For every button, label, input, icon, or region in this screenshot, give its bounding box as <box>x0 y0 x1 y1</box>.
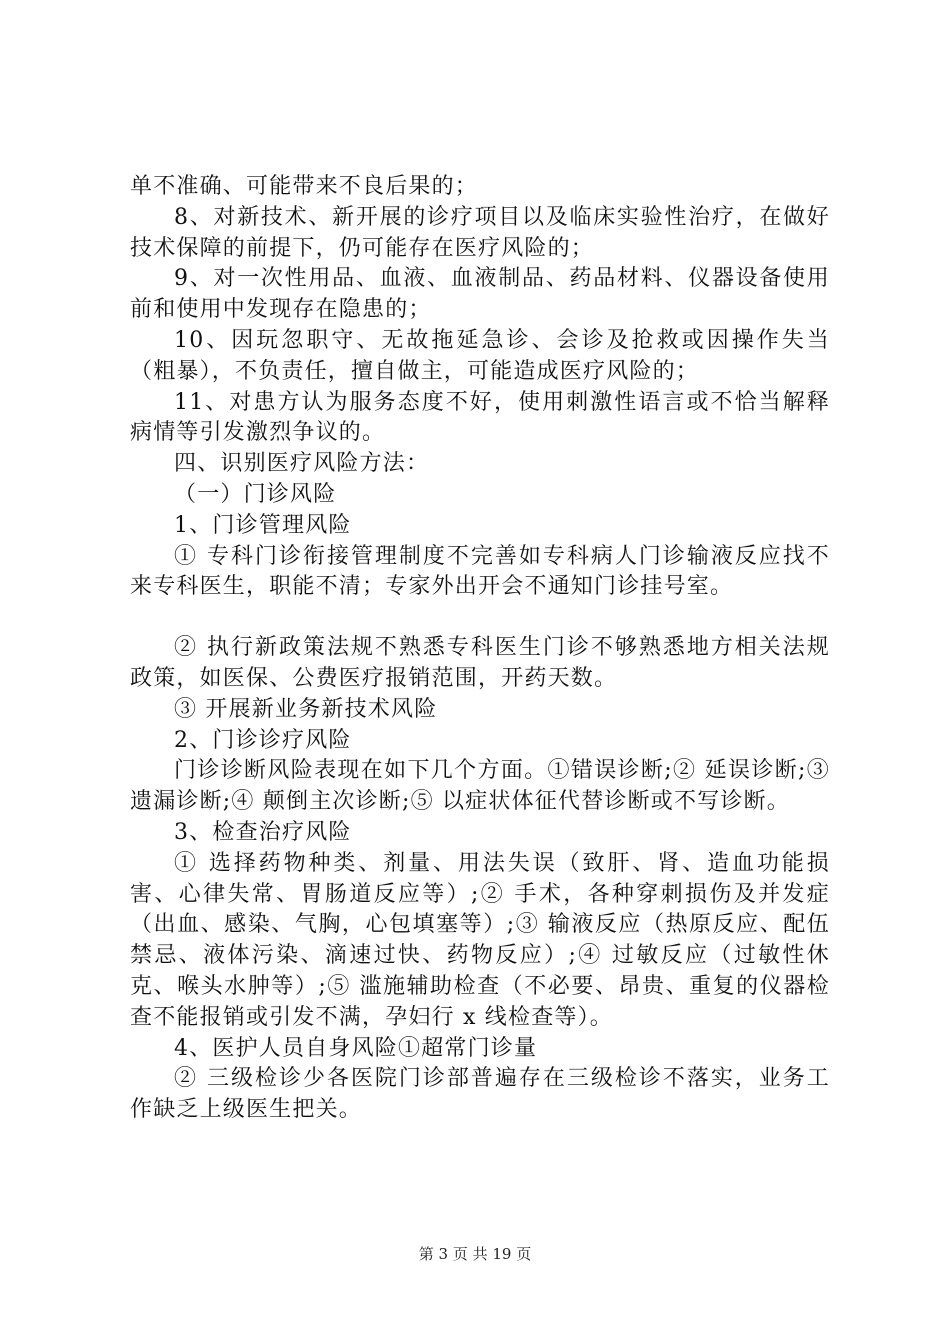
paragraph: ③ 开展新业务新技术风险 <box>174 696 438 722</box>
page-footer <box>0 1244 950 1264</box>
paragraph: ② 执行新政策法规不熟悉专科医生门诊不够熟悉地方相关法规政策，如医保、公费医疗报销范围，开药天数。 <box>130 635 830 691</box>
paragraph: ① 专科门诊衔接管理制度不完善如专科病人门诊输液反应找不来专科医生，职能不清；专家外出开会不通知门诊挂号室。 <box>130 543 830 600</box>
subsection-heading: （一）门诊风险 <box>174 481 337 507</box>
page-number-label: 第 3 页 共 19 页 <box>418 1245 532 1263</box>
paragraph: 8、对新技术、新开展的诊疗项目以及临床实验性治疗，在做好技术保障的前提下，仍可能存在医疗风险的； <box>130 204 830 261</box>
paragraph-gap <box>130 603 830 633</box>
section-heading: 四、识别医疗风险方法： <box>174 451 430 477</box>
paragraph: 门诊诊断风险表现在如下几个方面。①错误诊断;② 延误诊断;③ 遗漏诊断;④ 颠倒主次诊断;⑤ 以症状体征代替诊断或不写诊断。 <box>130 758 830 815</box>
paragraph: ② 三级检诊少各医院门诊部普遍存在三级检诊不落实，业务工作缺乏上级医生把关。 <box>130 1066 830 1123</box>
subsection-heading: 2、门诊诊疗风险 <box>174 727 352 753</box>
paragraph: 11、对患方认为服务态度不好，使用刺激性语言或不恰当解释病情等引发激烈争议的。 <box>130 389 830 446</box>
subsection-heading: 1、门诊管理风险 <box>174 512 352 538</box>
paragraph: 9、对一次性用品、血液、血液制品、药品材料、仪器设备使用前和使用中发现存在隐患的； <box>130 266 830 323</box>
document-body <box>130 172 830 1126</box>
paragraph: 4、医护人员自身风险①超常门诊量 <box>174 1035 538 1061</box>
paragraph: 10、因玩忽职守、无故拖延急诊、会诊及抢救或因操作失当（粗暴），不负责任，擅自做主，可能造成医疗风险的； <box>130 327 830 384</box>
paragraph: 单不准确、可能带来不良后果的； <box>130 174 479 199</box>
subsection-heading: 3、检查治疗风险 <box>174 819 352 845</box>
paragraph: ① 选择药物种类、剂量、用法失误（致肝、肾、造血功能损害、心律失常、胃肠道反应等）;② 手术，各种穿刺损伤及并发症（出血、感染、气胸，心包填塞等）;③ 输液反应（热原反应、配伍禁忌、液体污染、滴速过快、药物反应）;④ 过敏反应（过敏性休克、喉头水肿等）;⑤ 滥施辅助检查（不必要、昂贵、重复的仪器检查不能报销或引发不满，孕妇行 x 线检查等）。 <box>130 850 830 1030</box>
